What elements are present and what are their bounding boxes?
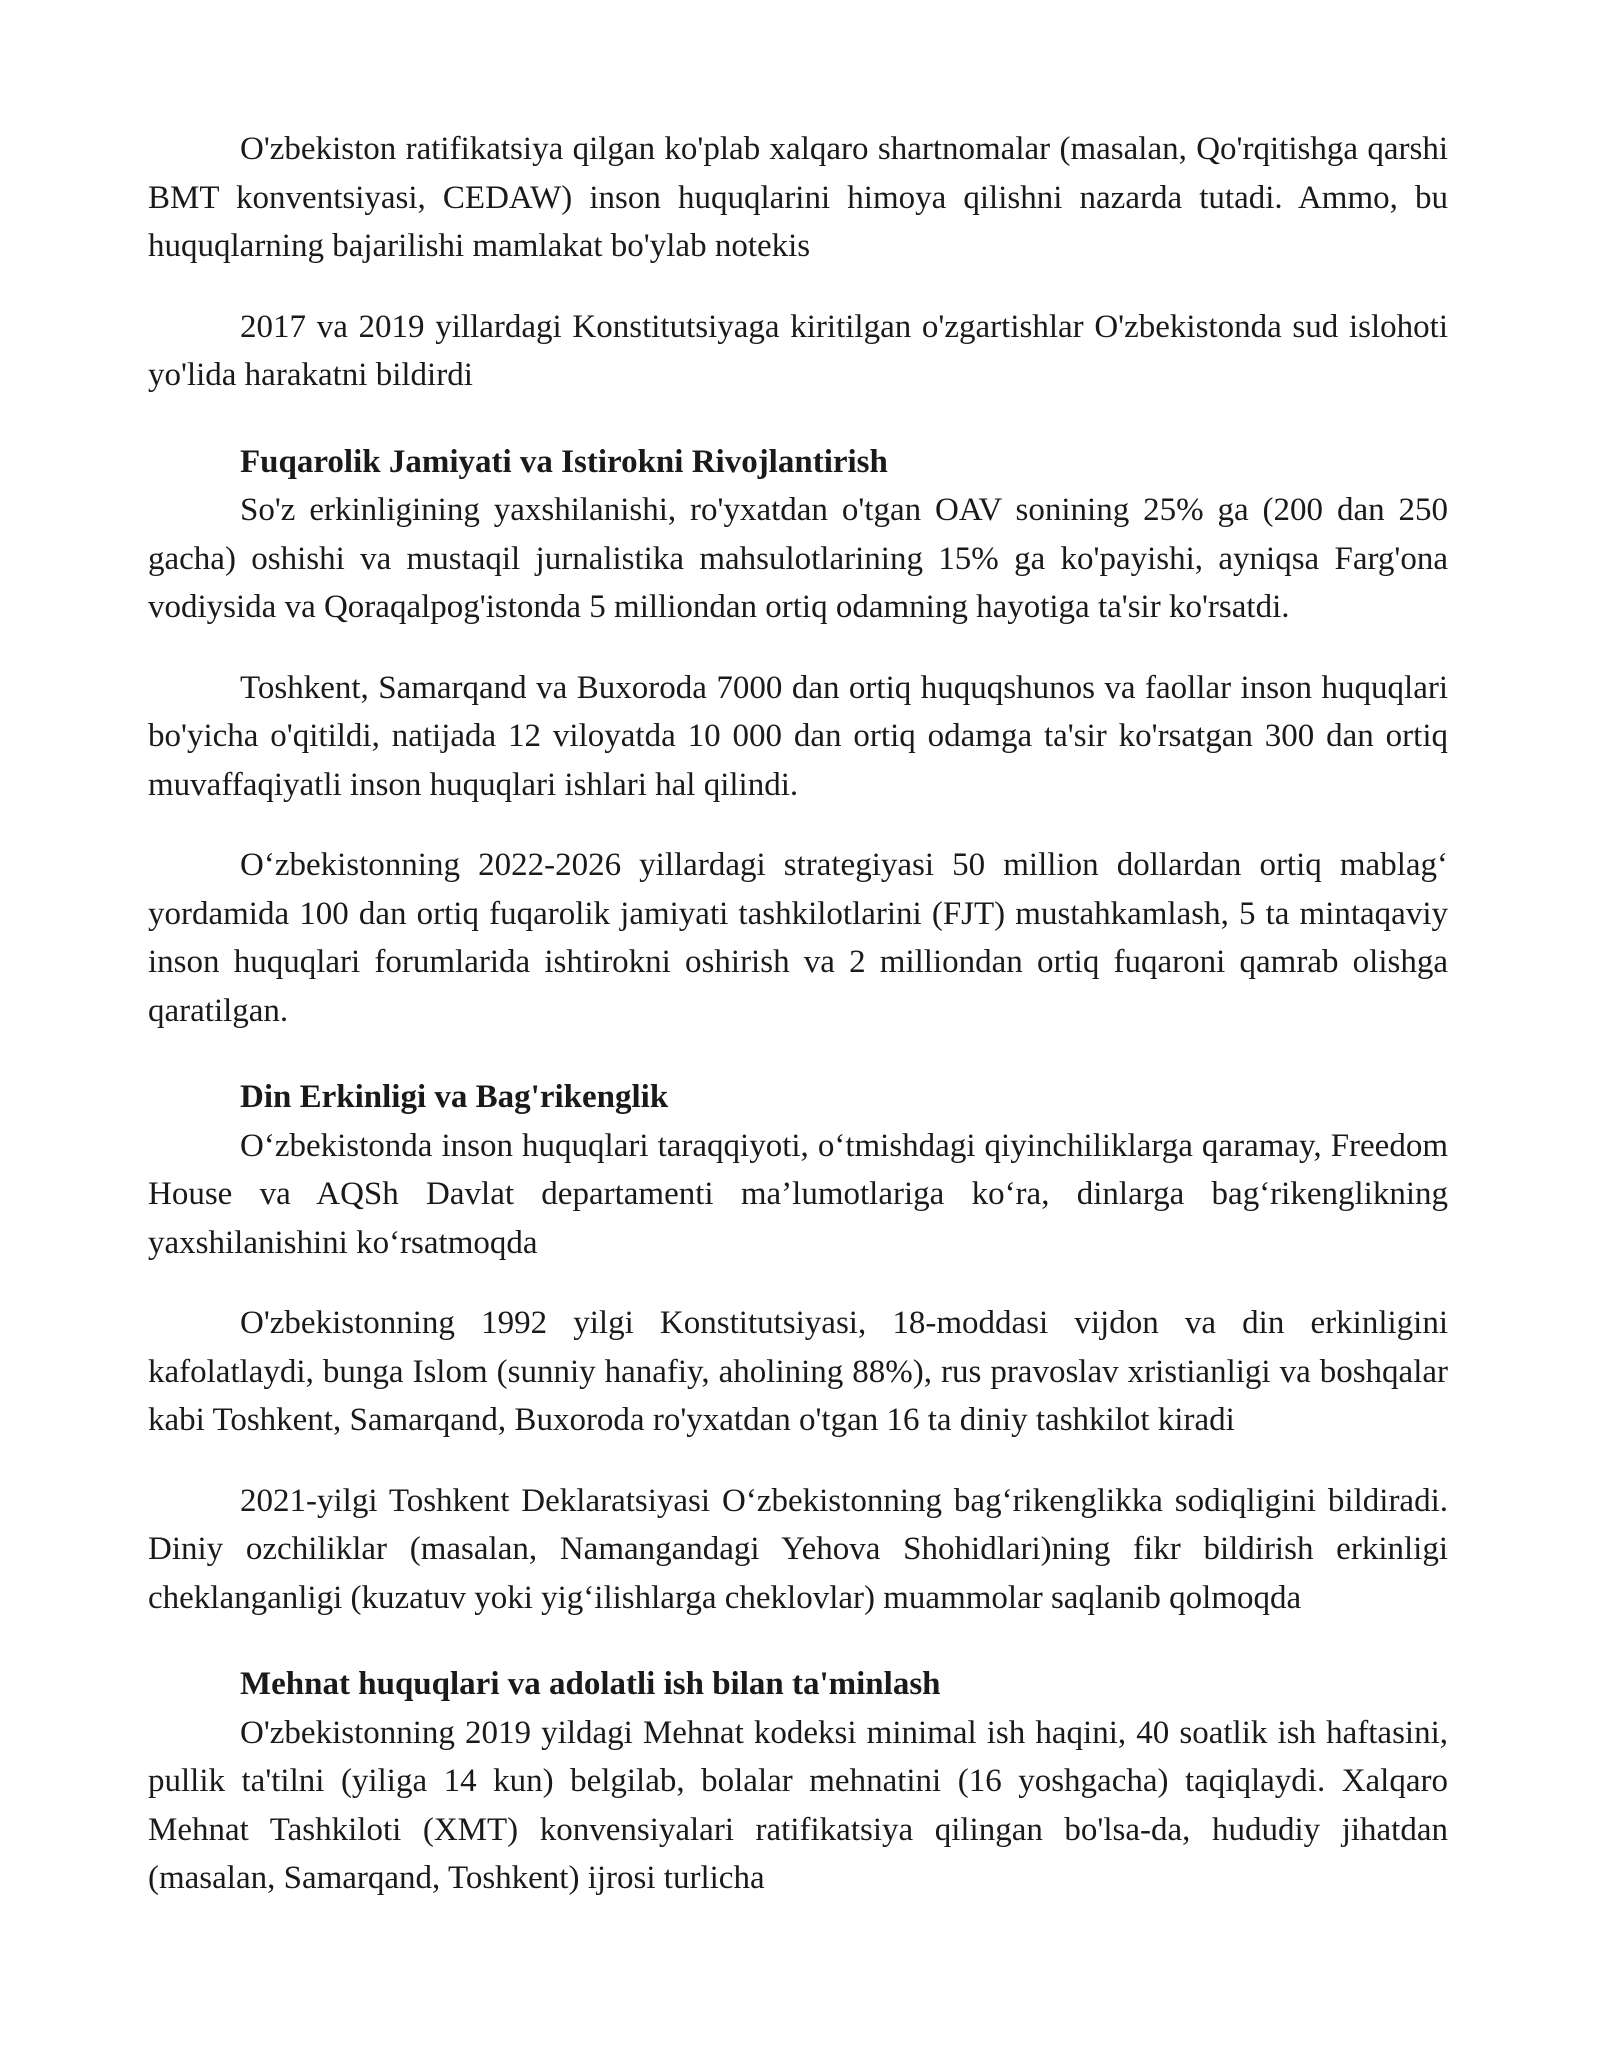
paragraph-free-speech: So'z erkinligining yaxshilanishi, ro'yxatdan o'tgan OAV sonining 25% ga (200 dan 250 gacha) oshishi va mustaqil jurnalistika mahsulotlarining 15% ga ko'payishi, ayniqsa Farg'ona vodiysida va Qoraqalpog'istonda 5 milliondan ortiq odamning hayotiga ta'sir ko'rsatdi. xyxy=(148,492,1448,625)
paragraph-constitution-1992: O'zbekistonning 1992 yilgi Konstitutsiyasi, 18-moddasi vijdon va din erkinligini kafolatlaydi, bunga Islom (sunniy hanafiy, aholining 88%), rus pravoslav xristianligi va boshqalar kabi Toshkent, Samarqand, Buxoroda ro'yxatdan o'tgan 16 ta diniy tashkilot kiradi xyxy=(148,1305,1448,1438)
document-page xyxy=(148,125,1448,1903)
paragraph-treaties: O'zbekiston ratifikatsiya qilgan ko'plab xalqaro shartnomalar (masalan, Qo'rqitishga qarshi BMT konventsiyasi, CEDAW) inson huquqlarini himoya qilishni nazarda tutadi. Ammo, bu huquqlarning bajarilishi mamlakat bo'ylab notekis xyxy=(148,131,1448,264)
heading-labor-rights: Mehnat huquqlari va adolatli ish bilan ta'minlash xyxy=(240,1666,941,1702)
paragraph-lawyers-training: Toshkent, Samarqand va Buxoroda 7000 dan ortiq huquqshunos va faollar inson huquqlari bo'yicha o'qitildi, natijada 12 viloyatda 10 000 dan ortiq odamga ta'sir ko'rsatgan 300 dan ortiq muvaffaqiyatli inson huquqlari ishlari hal qilindi. xyxy=(148,669,1448,803)
paragraph-tashkent-declaration: 2021-yilgi Toshkent Deklaratsiyasi O‘zbekistonning bag‘rikenglikka sodiqligini bildiradi. Diniy ozchiliklar (masalan, Namangandagi Yehova Shohidlari)ning fikr bildirish erkinligi cheklanganligi (kuzatuv yoki yig‘ilishlarga cheklovlar) muammolar saqlanib qolmoqda xyxy=(148,1482,1448,1616)
heading-religious-freedom: Din Erkinligi va Bag'rikenglik xyxy=(240,1079,669,1115)
paragraph-religious-tolerance: O‘zbekistonda inson huquqlari taraqqiyoti, o‘tmishdagi qiyinchiliklarga qaramay, Freedom House va AQSh Davlat departamenti ma’lumotlariga ko‘ra, dinlarga bag‘rikenglikning yaxshilanishini ko‘rsatmoqda xyxy=(148,1127,1448,1261)
paragraph-strategy-2022-2026: O‘zbekistonning 2022-2026 yillardagi strategiyasi 50 million dollardan ortiq mablag‘ yordamida 100 dan ortiq fuqarolik jamiyati tashkilotlarini (FJT) mustahkamlash, 5 ta mintaqaviy inson huquqlari forumlarida ishtirokni oshirish va 2 milliondan ortiq fuqaroni qamrab olishga qaratilgan. xyxy=(148,847,1448,1029)
paragraph-constitution-amendments: 2017 va 2019 yillardagi Konstitutsiyaga kiritilgan o'zgartishlar O'zbekistonda sud islohoti yo'lida harakatni bildirdi xyxy=(148,308,1448,393)
heading-civil-society: Fuqarolik Jamiyati va Istirokni Rivojlantirish xyxy=(240,443,888,480)
paragraph-labor-code: O'zbekistonning 2019 yildagi Mehnat kodeksi minimal ish haqini, 40 soatlik ish haftasini, pullik ta'tilni (yiliga 14 kun) belgilab, bolalar mehnatini (16 yoshgacha) taqiqlaydi. Xalqaro Mehnat Tashkiloti (XMT) konvensiyalari ratifikatsiya qilingan bo'lsa-da, hududiy jihatdan (masalan, Samarqand, Toshkent) ijrosi turlicha xyxy=(148,1714,1448,1896)
